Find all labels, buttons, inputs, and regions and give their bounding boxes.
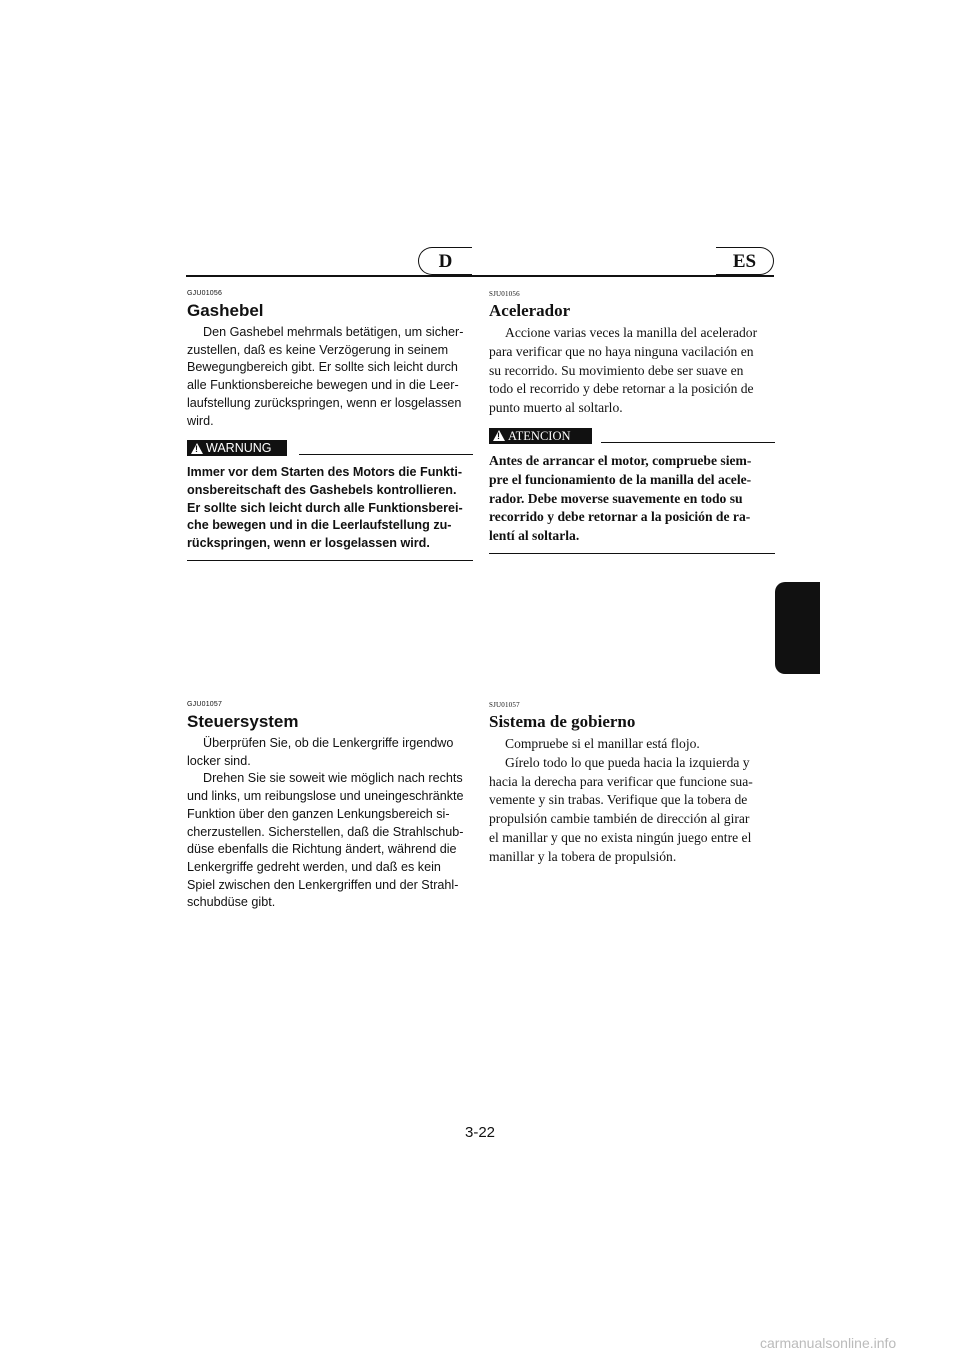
header-rule <box>186 275 774 277</box>
text-line: lentí al soltarla. <box>489 528 580 544</box>
warning-rule <box>601 442 775 443</box>
es-sistema-gobierno-section <box>489 700 775 867</box>
text-line: zustellen, daß es keine Verzögerung in seinem <box>187 342 449 357</box>
text-line: Drehen Sie sie soweit wie möglich nach rechts <box>203 771 463 786</box>
warning-triangle-icon <box>191 443 203 454</box>
warning-badge <box>187 440 287 456</box>
language-tab-es: ES <box>716 247 774 275</box>
text-line: recorrido y debe retornar a la posición de ra- <box>489 509 751 525</box>
body-text <box>187 324 473 430</box>
text-line: Lenkergriffe gedreht werden, und daß es kein <box>187 859 441 874</box>
de-gashebel-section <box>187 289 473 561</box>
text-line: und links, um reibungslose und uneingeschränkte <box>187 789 464 804</box>
chapter-side-tab <box>775 582 820 674</box>
text-line: para verificar que no haya ninguna vacilación en <box>489 343 754 359</box>
text-line: manillar y la tobera de propulsión. <box>489 848 677 864</box>
warning-triangle-icon <box>493 430 505 441</box>
warning-end-rule <box>187 560 473 561</box>
text-line: Er sollte sich leicht durch alle Funktionsberei- <box>187 500 463 515</box>
body-text <box>489 735 775 867</box>
body-text <box>489 324 775 418</box>
text-line: rückspringen, wenn er losgelassen wird. <box>187 536 430 551</box>
text-line: su recorrido. Su movimiento debe ser suave en <box>489 362 744 378</box>
section-code: GJU01056 <box>187 290 223 297</box>
text-line: Compruebe si el manillar está flojo. <box>505 736 700 751</box>
section-title: Sistema de gobierno <box>489 712 636 731</box>
text-line: cherzustellen. Sicherstellen, daß die Strahlschub- <box>187 824 464 839</box>
text-line: Gírelo todo lo que pueda hacia la izquierda y <box>505 754 750 770</box>
text-line: pre el funcionamiento de la manilla del acele- <box>489 471 752 487</box>
text-line: che bewegen und in die Leerlaufstellung zu- <box>187 518 452 533</box>
text-line: vemente y sin trabas. Verifique que la tobera de <box>489 792 748 808</box>
warning-text <box>489 452 775 546</box>
text-line: Den Gashebel mehrmals betätigen, um sicher- <box>203 325 464 339</box>
text-line: Spiel zwischen den Lenkergriffen und der Strahl- <box>187 877 459 892</box>
de-steuersystem-section <box>187 700 473 912</box>
text-line: Accione varias veces la manilla del acelerador <box>505 325 758 340</box>
warning-rule <box>299 454 473 455</box>
text-line: wird. <box>187 413 214 428</box>
text-line: laufstellung zurückspringen, wenn er losgelassen <box>187 395 462 410</box>
section-title: Gashebel <box>187 301 264 320</box>
body-text <box>187 735 473 912</box>
text-line: propulsión cambie también de dirección al girar <box>489 811 750 827</box>
section-code: SJU01056 <box>489 290 520 298</box>
text-line: schubdüse gibt. <box>187 895 276 910</box>
text-line: todo el recorrido y debe retornar a la posición de <box>489 381 754 397</box>
text-line: Antes de arrancar el motor, compruebe siem- <box>489 452 752 468</box>
page-number: 3-22 <box>464 1124 496 1141</box>
warning-header <box>489 428 775 446</box>
text-line: Überprüfen Sie, ob die Lenkergriffe irgendwo <box>203 736 454 750</box>
warning-badge <box>489 428 592 444</box>
text-line: el manillar y que no exista ningún juego entre el <box>489 829 752 845</box>
section-title: Acelerador <box>489 301 571 320</box>
text-line: Bewegungbereich gibt. Er sollte sich leicht durch <box>187 360 458 375</box>
section-code: GJU01057 <box>187 701 223 708</box>
text-line: punto muerto al soltarlo. <box>489 400 623 416</box>
language-tab-d: D <box>418 247 472 275</box>
warning-label: WARNUNG <box>206 441 272 456</box>
text-line: rador. Debe moverse suavemente en todo su <box>489 490 743 506</box>
text-line: locker sind. <box>187 753 251 768</box>
section-title: Steuersystem <box>187 712 299 731</box>
warning-header <box>187 440 473 458</box>
text-line: Funktion über den ganzen Lenkungsbereich si- <box>187 806 450 821</box>
text-line: Immer vor dem Starten des Motors die Funkti- <box>187 465 463 480</box>
text-line: alle Funktionsbereiche bewegen und in die Leer- <box>187 378 459 393</box>
warning-text <box>187 464 473 553</box>
es-acelerador-section <box>489 289 775 554</box>
text-line: düse ebenfalls die Richtung ändert, während die <box>187 842 457 857</box>
watermark: carmanualsonline.info <box>760 1335 897 1351</box>
warning-label: ATENCION <box>508 428 571 443</box>
text-line: onsbereitschaft des Gashebels kontrollieren. <box>187 482 457 497</box>
warning-end-rule <box>489 553 775 554</box>
section-code: SJU01057 <box>489 701 520 709</box>
text-line: hacia la derecha para verificar que funcione sua- <box>489 773 753 789</box>
